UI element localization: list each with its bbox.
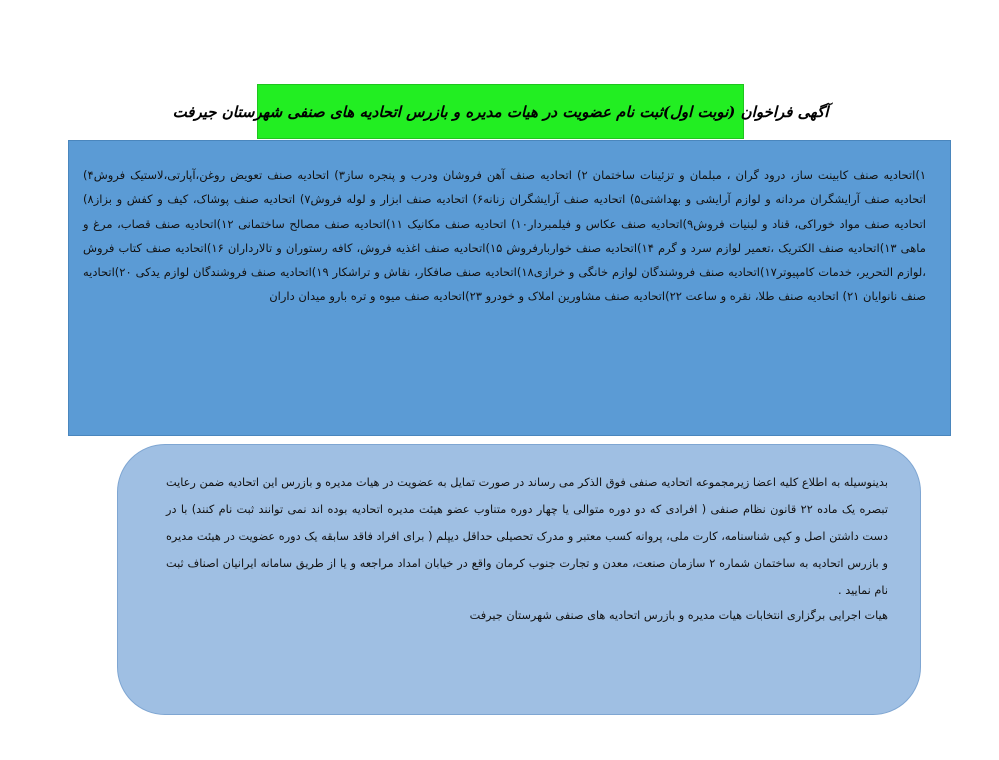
title-banner (172, 84, 829, 139)
unions-list-text: ۱)اتحادیه صنف کابینت ساز، درود گران ، مبلمان و تزئینات ساختمان ۲) اتحادیه صنف آهن فروشان ودرب و پنجره ساز۳) اتحادیه صنف تعویض روغن،آپارتی،لاستیک فروش۴) اتحادیه صنف آرایشگران مردانه و لوازم آرایشی و بهداشتی۵) اتحادیه صنف آرایشگران زنانه۶) اتحادیه صنف ابزار و لوله فروش۷) اتحادیه صنف پوشاک، کیف و کفش و بزاز۸) اتحادیه صنف مواد خوراکی، قناد و لبنیات فروش۹)اتحادیه صنف عکاس و فیلمبردار۱۰) اتحادیه صنف مکانیک ۱۱)اتحادیه صنف مصالح ساختمانی ۱۲)اتحادیه صنف قصاب، مرغ و ماهی ۱۳)اتحادیه صنف الکتریک ،تعمیر لوازم سرد و گرم ۱۴)اتحادیه صنف خواربارفروش ۱۵)اتحادیه صنف اغذیه فروش، کافه رستوران و تالارداران ۱۶)اتحادیه صنف کتاب فروش ،لوازم التحریر، خدمات کامپیوتر۱۷)اتحادیه صنف فروشندگان لوازم خانگی و خرازی۱۸)اتحادیه صنف صافکار، نقاش و تراشکار ۱۹)اتحادیه صنف فروشندگان لوازم یدکی ۲۰)اتحادیه صنف نانوایان ۲۱) اتحادیه صنف طلا، نقره و ساعت ۲۲)اتحادیه صنف مشاورین املاک و خودرو ۲۳)اتحادیه صنف میوه و تره بارو میدان داران (83, 168, 926, 304)
notice-paragraph: بدینوسیله به اطلاع کلیه اعضا زیرمجموعه اتحادیه صنفی فوق الذکر می رساند در صورت تمایل به عضویت در هیات مدیره و بازرس این اتحادیه ضمن رعایت تبصره یک ماده ۲۲ قانون نظام صنفی ( افرادی که دو دوره متوالی یا چهار دوره متناوب عضو هیئت مدیره اتحادیه بوده اند نمی توانند ثبت نام کنند) با در دست داشتن اصل و کپی شناسنامه، کارت ملی، پروانه کسب معتبر و مدرک تحصیلی حداقل دیپلم ( برای افراد فاقد سابقه یک دوره عضویت در هیئت مدیره و بازرس اتحادیه به ساختمان شماره ۲ سازمان صنعت، معدن و تجارت جنوب کرمان واقع در خیابان امداد مراجعه و یا از طریق سامانه ایرانیان اصناف ثبت نام نمایید . (166, 476, 888, 597)
unions-list-box (68, 140, 951, 436)
announcement-title: آگهی فراخوان (نوبت اول)ثبت نام عضویت در هیات مدیره و بازرس اتحادیه های صنفی شهرستان جیرفت (172, 102, 829, 121)
notice-box (117, 444, 921, 715)
notice-signature: هیات اجرایی برگزاری انتخابات هیات مدیره و بازرس اتحادیه های صنفی شهرستان جیرفت (469, 609, 888, 622)
